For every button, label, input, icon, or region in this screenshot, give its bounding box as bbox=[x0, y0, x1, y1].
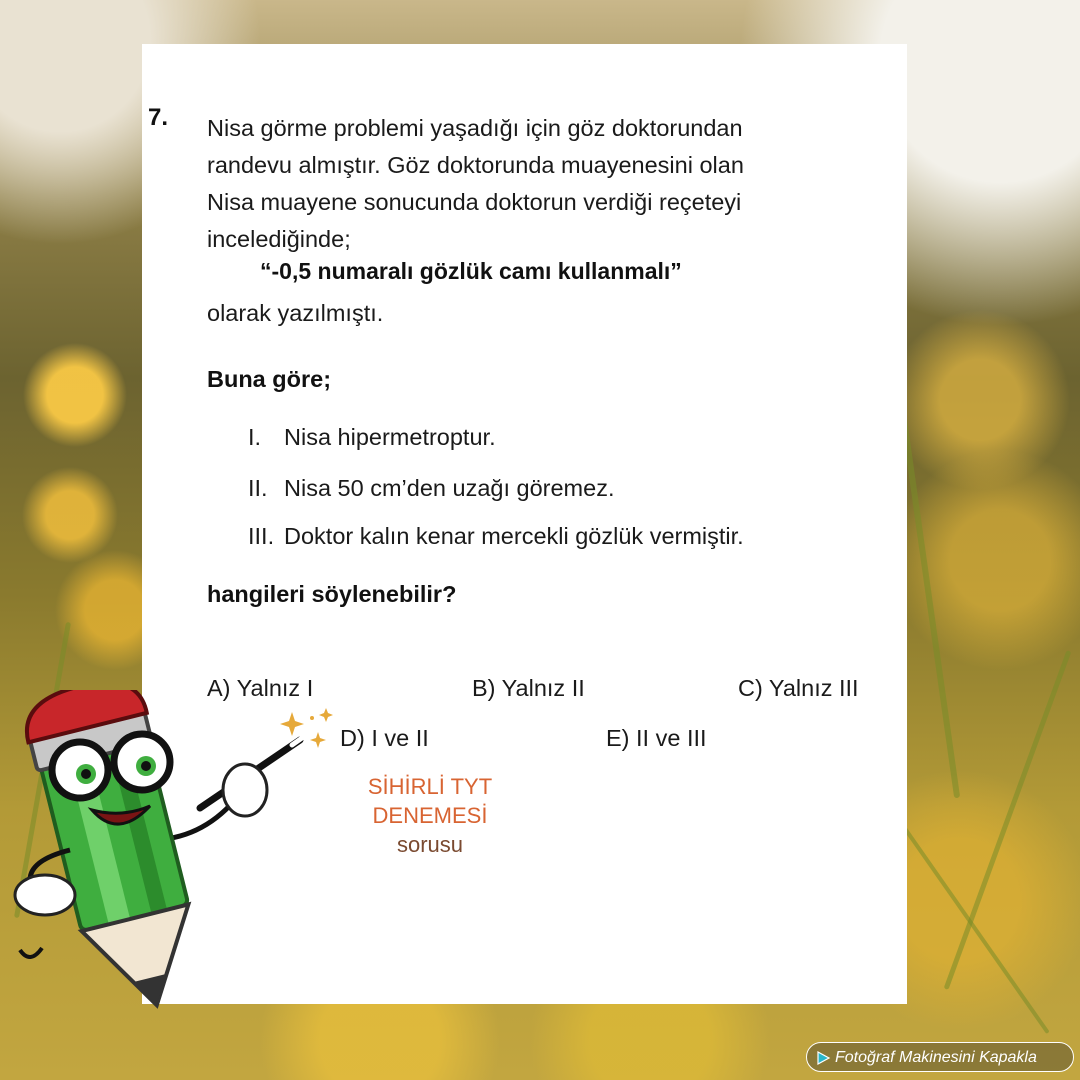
statement-1 bbox=[248, 424, 496, 451]
statement-text: Doktor kalın kenar mercekli gözlük vermiştir. bbox=[284, 523, 744, 549]
play-icon bbox=[815, 1050, 831, 1066]
brand-line-3: sorusu bbox=[396, 832, 464, 857]
question-prompt: Buna göre; bbox=[207, 366, 332, 392]
statement-numeral: I. bbox=[248, 424, 262, 450]
statement-numeral: II. bbox=[248, 475, 268, 501]
brand-line-2: DENEMESİ bbox=[372, 803, 488, 828]
after-quote-text: olarak yazılmıştı. bbox=[207, 300, 384, 326]
pencil-mascot-icon bbox=[0, 690, 345, 1035]
badge-text: Fotoğraf Makinesini Kapakla bbox=[835, 1049, 1037, 1066]
option-c[interactable]: C) Yalnız III bbox=[738, 675, 859, 701]
stem-line: randevu almıştır. Göz doktorunda muayenesini olan bbox=[207, 152, 744, 178]
question-number: 7. bbox=[148, 104, 169, 131]
background-stem bbox=[944, 650, 1072, 990]
prescription-quote: “-0,5 numaralı gözlük camı kullanmalı” bbox=[260, 258, 682, 284]
brand-line-1: SİHİRLİ TYT bbox=[367, 774, 493, 799]
statement-text: Nisa 50 cm’den uzağı göremez. bbox=[284, 475, 615, 501]
option-b[interactable]: B) Yalnız II bbox=[472, 675, 585, 701]
stem-line: incelediğinde; bbox=[207, 226, 351, 252]
question-ask: hangileri söylenebilir? bbox=[207, 581, 457, 607]
question-stem bbox=[207, 110, 847, 258]
option-a[interactable]: A) Yalnız I bbox=[207, 675, 314, 701]
brand-label bbox=[330, 772, 530, 859]
option-d[interactable]: D) I ve II bbox=[340, 725, 429, 751]
statement-numeral: III. bbox=[248, 523, 275, 549]
statement-2 bbox=[248, 475, 614, 502]
camera-cover-badge[interactable] bbox=[806, 1042, 1074, 1072]
option-e[interactable]: E) II ve III bbox=[606, 725, 707, 751]
statement-3 bbox=[248, 523, 744, 550]
stem-line: Nisa görme problemi yaşadığı için göz doktorundan bbox=[207, 115, 743, 141]
stem-line: Nisa muayene sonucunda doktorun verdiği reçeteyi bbox=[207, 189, 742, 215]
statement-text: Nisa hipermetroptur. bbox=[284, 424, 496, 450]
